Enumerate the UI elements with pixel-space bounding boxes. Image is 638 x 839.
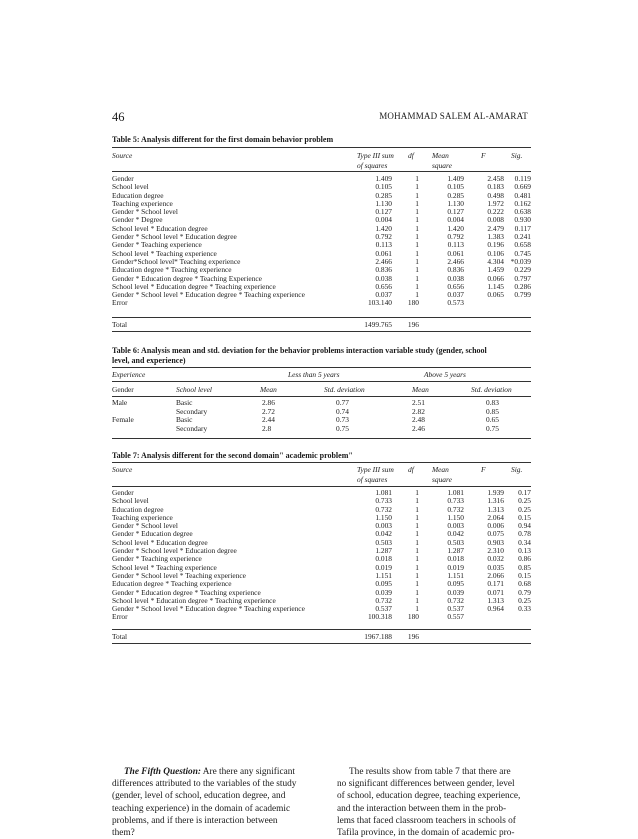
ss-cell: 2.466 (375, 256, 392, 266)
source-cell: Gender * School level * Education degree (112, 232, 237, 242)
table-row (112, 183, 531, 191)
ms-cell: 0.004 (447, 215, 464, 225)
df-cell: 1 (415, 256, 419, 266)
ss-cell: 0.537 (375, 604, 392, 614)
ss-cell: 0.792 (375, 232, 392, 242)
f-cell: 2.479 (487, 223, 504, 233)
table-row (112, 506, 531, 514)
question-text: Are there any significant (200, 767, 295, 777)
table6-header-school-level: School level (176, 385, 212, 394)
ss-cell: 0.039 (375, 587, 392, 597)
mean-above-cell: 2.48 (412, 415, 425, 425)
sd-above-cell: 0.85 (486, 406, 499, 416)
body-left-column (112, 766, 307, 839)
source-cell: Gender * School level * Education degree * Teaching experience (112, 604, 305, 614)
ss-cell: 1.287 (375, 546, 392, 556)
df-cell: 1 (415, 521, 419, 531)
source-cell: School level (112, 496, 149, 506)
df-cell: 1 (415, 595, 419, 605)
table-row (112, 299, 531, 307)
sig-cell: 0.79 (518, 587, 531, 597)
sig-cell: 0.162 (514, 198, 531, 208)
df-cell: 1 (415, 562, 419, 572)
source-cell: Gender * Education degree * Teaching experience (112, 587, 261, 597)
ms-cell: 0.018 (447, 554, 464, 564)
source-cell: School level * Education degree (112, 223, 208, 233)
f-cell: 0.964 (487, 604, 504, 614)
left-line: (gender, level of school, education degree, and (112, 791, 286, 802)
table5-header-ss-2: of squares (357, 161, 388, 170)
table7-header-ss-1: Type III sum (357, 465, 394, 474)
ms-cell: 1.420 (447, 223, 464, 233)
source-cell: Error (112, 612, 128, 622)
table6-caption-line1: Table 6: Analysis mean and std. deviation for the behavior problems interaction variable study (gender, school (112, 346, 487, 355)
ss-cell: 0.038 (375, 273, 392, 283)
table5-header-sig: Sig. (511, 151, 523, 160)
sig-cell: 0.25 (518, 595, 531, 605)
table5-header-ss-1: Type III sum (357, 151, 394, 160)
ms-cell: 1.081 (447, 488, 464, 497)
right-line: The results show from table 7 that there are (349, 767, 511, 777)
sig-cell: 0.94 (518, 521, 531, 531)
ss-cell: 0.004 (375, 215, 392, 225)
df-cell: 180 (407, 298, 419, 308)
body-right-column (337, 766, 532, 839)
table-row (112, 425, 531, 434)
sig-cell: 0.25 (518, 496, 531, 506)
table7-header-ms-2: square (432, 475, 452, 484)
ms-cell: 0.105 (447, 182, 464, 192)
table6-header-less-5: Less than 5 years (288, 370, 340, 379)
left-line: differences attributed to the variables of the study (112, 779, 297, 790)
df-cell: 1 (415, 215, 419, 225)
right-line: no significant differences between gender, level (337, 779, 515, 790)
table7-header-f: F (481, 465, 486, 474)
df-cell: 1 (415, 273, 419, 283)
sig-cell: 0.241 (514, 232, 531, 242)
table7-top-rule (112, 462, 531, 463)
sig-cell: 0.638 (514, 207, 531, 217)
ms-cell: 0.557 (447, 612, 464, 622)
table6-header-sd-2: Std. deviation (471, 385, 512, 394)
ss-cell: 0.019 (375, 562, 392, 572)
table5-total-rule (112, 317, 531, 318)
mean-above-cell: 2.46 (412, 423, 425, 433)
f-cell: 0.075 (487, 529, 504, 539)
ms-cell: 0.573 (447, 298, 464, 308)
ss-cell: 0.042 (375, 529, 392, 539)
f-cell: 0.171 (487, 579, 504, 589)
ms-cell: 1.130 (447, 198, 464, 208)
ss-cell: 0.113 (375, 240, 392, 250)
ms-cell: 1.287 (447, 546, 464, 556)
df-cell: 1 (415, 587, 419, 597)
table6-header-sd-1: Std. deviation (324, 385, 365, 394)
sig-cell: 0.286 (514, 281, 531, 291)
table5-total-label: Total (112, 320, 128, 329)
sig-cell: 0.117 (514, 223, 531, 233)
sig-cell: 0.119 (514, 174, 531, 183)
source-cell: Education degree (112, 504, 164, 514)
sig-cell: 0.86 (518, 554, 531, 564)
df-cell: 1 (415, 240, 419, 250)
source-cell: School level * Teaching experience (112, 248, 217, 258)
df-cell: 1 (415, 554, 419, 564)
ss-cell: 1.151 (375, 570, 392, 580)
df-cell: 1 (415, 290, 419, 300)
source-cell: Education degree (112, 190, 164, 200)
f-cell: 2.458 (487, 174, 504, 183)
ms-cell: 0.019 (447, 562, 464, 572)
table6-caption-line2: level, and experience) (112, 356, 186, 365)
source-cell: Gender * Education degree * Teaching Experience (112, 273, 262, 283)
ms-cell: 0.127 (447, 207, 464, 217)
table7-header-ss-2: of squares (357, 475, 388, 484)
source-cell: School level * Education degree (112, 537, 208, 547)
right-line: lems that faced classroom teachers in schools of (337, 815, 516, 826)
source-cell: Gender * School level * Teaching experience (112, 570, 246, 580)
sig-cell: 0.85 (518, 562, 531, 572)
table5-header-rule (112, 171, 531, 172)
f-cell: 1.313 (487, 504, 504, 514)
table7-bottom-rule (112, 643, 531, 644)
table5-total-df: 196 (407, 320, 419, 329)
source-cell: Gender * Education degree (112, 529, 193, 539)
df-cell: 1 (415, 232, 419, 242)
ss-cell: 0.037 (375, 290, 392, 300)
source-cell: Gender * School level (112, 207, 178, 217)
table6-header-gender: Gender (112, 385, 134, 394)
ss-cell: 1.150 (375, 512, 392, 522)
f-cell: 0.498 (487, 190, 504, 200)
table7-header-ms-1: Mean (432, 465, 449, 474)
df-cell: 1 (415, 207, 419, 217)
sd-above-cell: 0.75 (486, 423, 499, 433)
ss-cell: 0.105 (375, 182, 392, 192)
df-cell: 180 (407, 612, 419, 622)
f-cell: 0.903 (487, 537, 504, 547)
sig-cell: 0.13 (518, 546, 531, 556)
f-cell: 0.065 (487, 290, 504, 300)
table-row (112, 613, 531, 621)
ms-cell: 0.042 (447, 529, 464, 539)
sd-above-cell: 0.83 (486, 398, 499, 407)
df-cell: 1 (415, 223, 419, 233)
school-level-cell: Basic (176, 398, 193, 407)
table5-header-ms-1: Mean (432, 151, 449, 160)
table5-header-ms-2: square (432, 161, 452, 170)
sig-cell: 0.669 (514, 182, 531, 192)
ms-cell: 1.151 (447, 570, 464, 580)
df-cell: 1 (415, 248, 419, 258)
ss-cell: 0.836 (375, 265, 392, 275)
table5-total-ss: 1499.765 (364, 320, 392, 329)
ss-cell: 1.130 (375, 198, 392, 208)
ms-cell: 0.836 (447, 265, 464, 275)
f-cell: 0.066 (487, 273, 504, 283)
left-line: them? (112, 828, 135, 839)
ms-cell: 0.003 (447, 521, 464, 531)
ms-cell: 0.285 (447, 190, 464, 200)
mean-above-cell: 2.51 (412, 398, 425, 407)
sig-cell: 0.745 (514, 248, 531, 258)
f-cell: 0.071 (487, 587, 504, 597)
table5-body (112, 175, 531, 308)
sig-cell: 0.25 (518, 504, 531, 514)
f-cell: 0.222 (487, 207, 504, 217)
f-cell: 2.064 (487, 512, 504, 522)
source-cell: Error (112, 298, 128, 308)
df-cell: 1 (415, 512, 419, 522)
f-cell: 1.972 (487, 198, 504, 208)
ms-cell: 2.466 (447, 256, 464, 266)
ss-cell: 0.061 (375, 248, 392, 258)
ss-cell: 0.732 (375, 595, 392, 605)
ms-cell: 0.038 (447, 273, 464, 283)
f-cell: 1.316 (487, 496, 504, 506)
table-row (112, 605, 531, 613)
sig-cell: 0.33 (518, 604, 531, 614)
page-number: 46 (112, 110, 125, 124)
mean-above-cell: 2.82 (412, 406, 425, 416)
sig-cell: 0.229 (514, 265, 531, 275)
df-cell: 1 (415, 190, 419, 200)
left-line: problems, and if there is interaction between (112, 815, 278, 826)
f-cell: 0.032 (487, 554, 504, 564)
source-cell: Gender*School level* Teaching experience (112, 256, 241, 266)
table6-top-rule (112, 367, 531, 368)
mean-less-cell: 2.8 (262, 423, 272, 433)
source-cell: School level (112, 182, 149, 192)
table5-bottom-rule (112, 331, 531, 332)
ms-cell: 0.792 (447, 232, 464, 242)
source-cell: Gender (112, 174, 134, 183)
ss-cell: 0.733 (375, 496, 392, 506)
f-cell: 1.313 (487, 595, 504, 605)
table7-header-rule (112, 486, 531, 487)
ms-cell: 0.503 (447, 537, 464, 547)
df-cell: 1 (415, 546, 419, 556)
sig-cell: *0.039 (510, 256, 531, 266)
ss-cell: 103.140 (367, 298, 392, 308)
table-row (112, 399, 531, 408)
school-level-cell: Secondary (176, 406, 208, 416)
f-cell: 0.008 (487, 215, 504, 225)
ms-cell: 1.150 (447, 512, 464, 522)
source-cell: Gender * School level (112, 521, 178, 531)
table6-group-rule (112, 381, 531, 382)
table6-header-above-5: Above 5 years (424, 370, 466, 379)
f-cell: 4.304 (487, 256, 504, 266)
sig-cell: 0.15 (518, 570, 531, 580)
sig-cell: 0.799 (514, 290, 531, 300)
ss-cell: 0.127 (375, 207, 392, 217)
mean-less-cell: 2.72 (262, 406, 275, 416)
source-cell: Education degree * Teaching experience (112, 265, 232, 275)
question-heading: The Fifth Question: (124, 767, 201, 777)
sd-less-cell: 0.73 (336, 415, 349, 425)
source-cell: Gender (112, 488, 134, 497)
source-cell: Gender * Teaching experience (112, 554, 202, 564)
table5-header-df: df (408, 151, 414, 160)
f-cell: 1.459 (487, 265, 504, 275)
table7-total-rule (112, 629, 531, 630)
ms-cell: 0.537 (447, 604, 464, 614)
table5-top-rule (112, 147, 531, 148)
ms-cell: 0.732 (447, 504, 464, 514)
df-cell: 1 (415, 604, 419, 614)
sig-cell: 0.797 (514, 273, 531, 283)
table7-total-label: Total (112, 632, 128, 641)
ms-cell: 0.733 (447, 496, 464, 506)
sd-less-cell: 0.77 (336, 398, 349, 407)
table6-header-rule (112, 396, 531, 397)
ss-cell: 100.318 (367, 612, 392, 622)
df-cell: 1 (415, 198, 419, 208)
sig-cell: 0.34 (518, 537, 531, 547)
mean-less-cell: 2.86 (262, 398, 275, 407)
sig-cell: 0.930 (514, 215, 531, 225)
source-cell: Gender * School level * Education degree * Teaching experience (112, 290, 305, 300)
table-row (112, 291, 531, 299)
f-cell: 0.035 (487, 562, 504, 572)
source-cell: Education degree * Teaching experience (112, 579, 232, 589)
ms-cell: 0.113 (447, 240, 464, 250)
right-line: Tafila province, in the domain of academic pro- (337, 828, 515, 839)
sig-cell: 0.15 (518, 512, 531, 522)
df-cell: 1 (415, 496, 419, 506)
ss-cell: 0.503 (375, 537, 392, 547)
table-row (112, 408, 531, 417)
table-row (112, 175, 531, 183)
source-cell: Gender * Degree (112, 215, 163, 225)
ms-cell: 1.409 (447, 174, 464, 183)
sig-cell: 0.658 (514, 240, 531, 250)
sig-cell: 0.68 (518, 579, 531, 589)
table7-body (112, 489, 531, 622)
right-line: of school, education degree, teaching experience, (337, 791, 521, 802)
sd-less-cell: 0.75 (336, 423, 349, 433)
source-cell: School level * Teaching experience (112, 562, 217, 572)
f-cell: 0.006 (487, 521, 504, 531)
table-row (112, 192, 531, 200)
ss-cell: 1.081 (375, 488, 392, 497)
ss-cell: 1.420 (375, 223, 392, 233)
source-cell: Gender * Teaching experience (112, 240, 202, 250)
table6-body (112, 399, 531, 433)
ss-cell: 0.018 (375, 554, 392, 564)
df-cell: 1 (415, 281, 419, 291)
ms-cell: 0.037 (447, 290, 464, 300)
df-cell: 1 (415, 529, 419, 539)
sig-cell: 0.17 (518, 488, 531, 497)
f-cell: 0.106 (487, 248, 504, 258)
sd-above-cell: 0.65 (486, 415, 499, 425)
source-cell: Gender * School level * Education degree (112, 546, 237, 556)
left-line (112, 766, 307, 778)
running-header-author: MOHAMMAD SALEM AL-AMARAT (379, 111, 528, 121)
school-level-cell: Basic (176, 415, 193, 425)
source-cell: School level * Education degree * Teaching experience (112, 281, 276, 291)
df-cell: 1 (415, 182, 419, 192)
table-row (112, 489, 531, 497)
sig-cell: 0.78 (518, 529, 531, 539)
sig-cell: 0.481 (514, 190, 531, 200)
df-cell: 1 (415, 570, 419, 580)
sd-less-cell: 0.74 (336, 406, 349, 416)
source-cell: School level * Education degree * Teaching experience (112, 595, 276, 605)
gender-cell: Male (112, 398, 128, 407)
table6-header-mean-1: Mean (260, 385, 277, 394)
table5-header-source: Source (112, 151, 133, 160)
df-cell: 1 (415, 174, 419, 183)
f-cell: 2.310 (487, 546, 504, 556)
source-cell: Teaching experience (112, 512, 173, 522)
ss-cell: 0.656 (375, 281, 392, 291)
ms-cell: 0.095 (447, 579, 464, 589)
left-line: teaching experience) in the domain of academic (112, 803, 291, 814)
table7-header-sig: Sig. (511, 465, 523, 474)
table-row (112, 416, 531, 425)
ss-cell: 0.732 (375, 504, 392, 514)
ss-cell: 0.095 (375, 579, 392, 589)
f-cell: 0.196 (487, 240, 504, 250)
df-cell: 1 (415, 579, 419, 589)
df-cell: 1 (415, 537, 419, 547)
ms-cell: 0.656 (447, 281, 464, 291)
table7-header-df: df (408, 465, 414, 474)
ss-cell: 0.003 (375, 521, 392, 531)
table6-header-mean-2: Mean (412, 385, 429, 394)
f-cell: 2.066 (487, 570, 504, 580)
f-cell: 0.183 (487, 182, 504, 192)
df-cell: 1 (415, 265, 419, 275)
table7-total-df: 196 (407, 632, 419, 641)
table-row (112, 497, 531, 505)
school-level-cell: Secondary (176, 423, 208, 433)
ss-cell: 0.285 (375, 190, 392, 200)
table5-caption: Table 5: Analysis different for the first domain behavior problem (112, 135, 334, 144)
table6-header-experience: Experience (112, 370, 146, 379)
mean-less-cell: 2.44 (262, 415, 275, 425)
f-cell: 1.383 (487, 232, 504, 242)
ss-cell: 1.409 (375, 174, 392, 183)
table-row (112, 208, 531, 216)
f-cell: 1.145 (487, 281, 504, 291)
table6-bottom-rule (112, 438, 531, 439)
table7-caption: Table 7: Analysis different for the second domain" academic problem" (112, 451, 353, 460)
table7-total-ss: 1967.188 (364, 632, 392, 641)
df-cell: 1 (415, 504, 419, 514)
df-cell: 1 (415, 488, 419, 497)
gender-cell: Female (112, 415, 134, 425)
right-line: and the interaction between them in the prob- (337, 803, 507, 814)
table7-header-source: Source (112, 465, 133, 474)
source-cell: Teaching experience (112, 198, 173, 208)
ms-cell: 0.732 (447, 595, 464, 605)
f-cell: 1.939 (487, 488, 504, 497)
ms-cell: 0.039 (447, 587, 464, 597)
ms-cell: 0.061 (447, 248, 464, 258)
table5-header-f: F (481, 151, 486, 160)
